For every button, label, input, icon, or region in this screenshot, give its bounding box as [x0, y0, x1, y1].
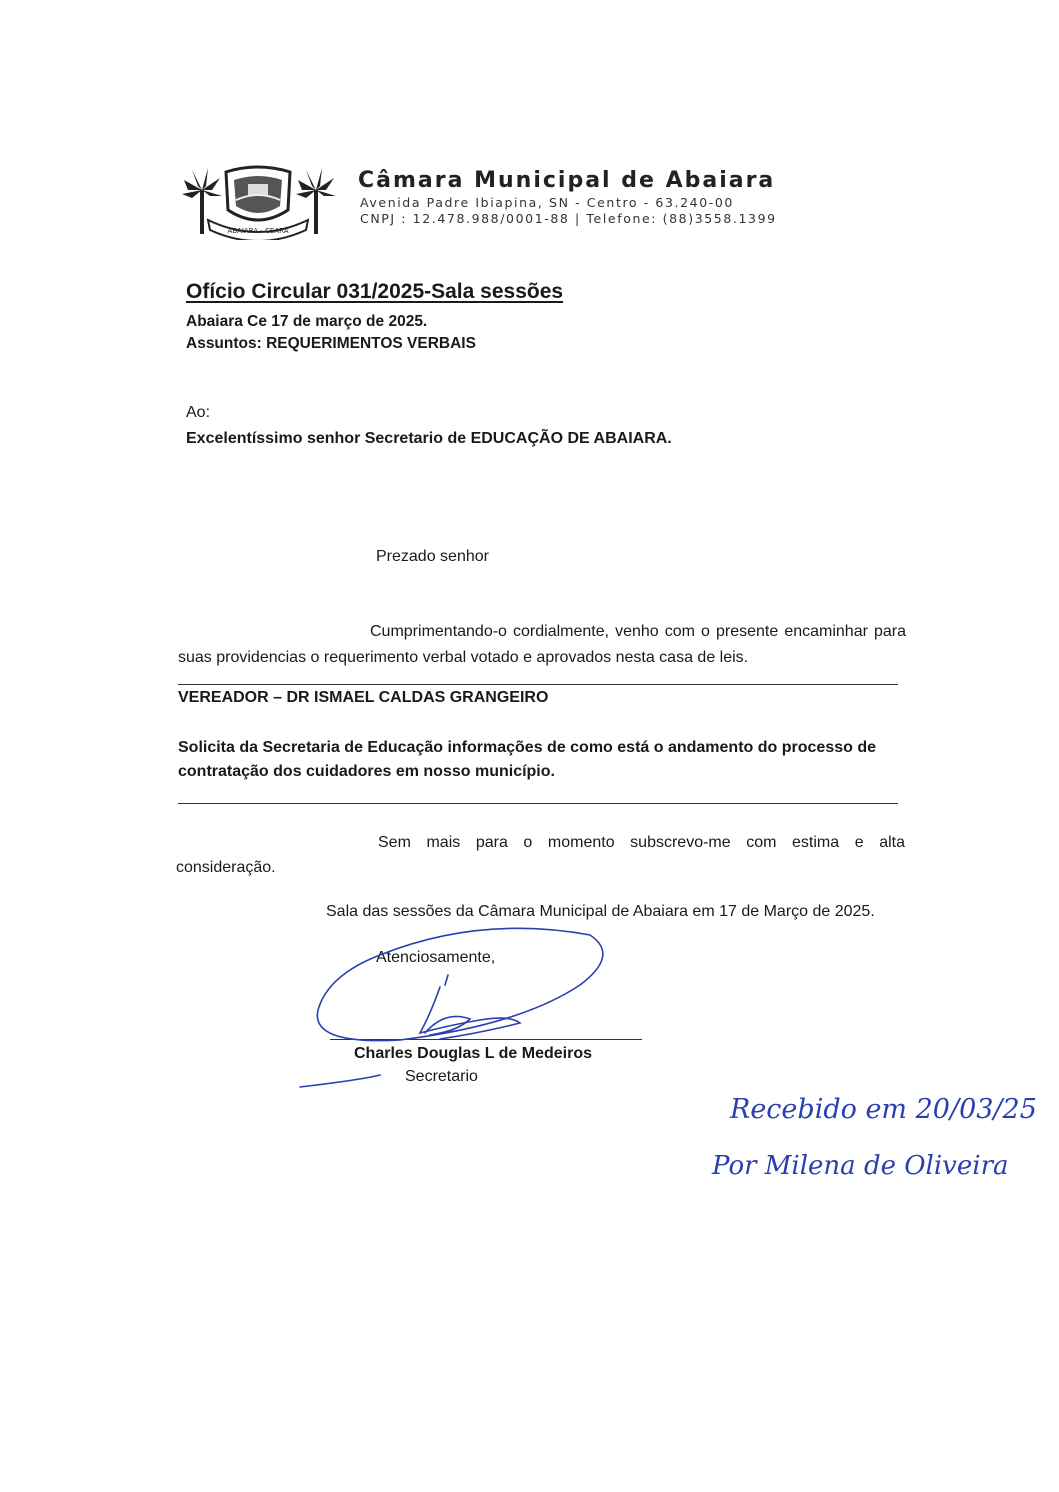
closing-paragraph: Sem mais para o momento subscrevo-me com estima e alta consideração.: [176, 834, 905, 876]
municipal-seal-logo: [178, 160, 338, 240]
councillor-name: VEREADOR – DR ISMAEL CALDAS GRANGEIRO: [178, 689, 549, 706]
document-date: Abaiara Ce 17 de março de 2025.: [186, 313, 428, 330]
divider-top: [178, 684, 898, 685]
divider-bottom: [178, 803, 898, 804]
salutation: Prezado senhor: [376, 548, 489, 565]
place-and-date: Sala das sessões da Câmara Municipal de Abaiara em 17 de Março de 2025.: [326, 903, 875, 920]
recipient: Excelentíssimo senhor Secretario de EDUCAÇÃO DE ABAIARA.: [186, 430, 672, 447]
body-paragraph: Cumprimentando-o cordialmente, venho com o presente encaminhar para suas providencias o requerimento verbal votado e aprovados nesta casa de leis.: [178, 623, 906, 666]
signer-role: Secretario: [405, 1068, 478, 1085]
receipt-note: [700, 1080, 1050, 1190]
receipt-note-line2: Por Milena de Oliveira: [712, 1151, 1009, 1181]
signer-name: Charles Douglas L de Medeiros: [354, 1045, 592, 1062]
request-text: Solicita da Secretaria de Educação informações de como está o andamento do processo de contratação dos cuidadores em nosso município.: [178, 739, 876, 780]
document-title: Ofício Circular 031/2025-Sala sessões: [186, 280, 564, 303]
organization-cnpj-phone: CNPJ : 12.478.988/0001-88 | Telefone: (88)3558.1399: [360, 211, 777, 226]
organization-address: Avenida Padre Ibiapina, SN - Centro - 63.240-00: [360, 195, 734, 210]
to-label: Ao:: [186, 404, 211, 421]
receipt-note-line1: Recebido em 20/03/25: [730, 1094, 1037, 1125]
regards: Atenciosamente,: [376, 949, 496, 966]
signature-line: [330, 1039, 642, 1040]
document-subject: Assuntos: REQUERIMENTOS VERBAIS: [186, 335, 476, 352]
svg-text:ABAIARA - CEARÁ: ABAIARA - CEARÁ: [227, 227, 289, 235]
organization-name: Câmara Municipal de Abaiara: [358, 168, 776, 193]
